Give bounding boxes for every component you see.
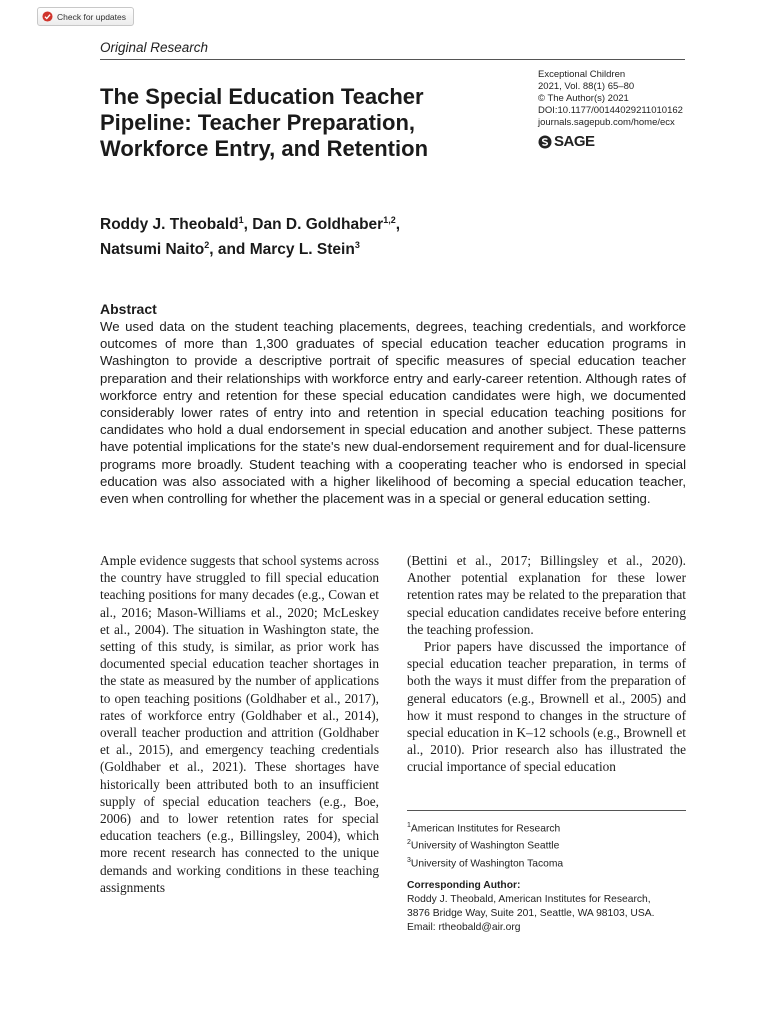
- author-separator: ,: [395, 216, 401, 234]
- author-name[interactable]: Natsumi Naito: [100, 241, 205, 259]
- doi: DOI:10.1177/00144029211010162: [538, 105, 683, 116]
- author-separator: ,: [243, 216, 253, 234]
- sage-s-icon: [538, 135, 552, 149]
- body-paragraph: Prior papers have discussed the importance of special education teacher preparation, in terms of both the ways it must differ from the preparation of general educators (e.g., Brownell et al., 2005) and how it must respond to changes in the structure of special education in K–12 schools (e.g., Brownell et al., 2010). Prior research also has illustrated the crucial importance of special education: [407, 639, 686, 775]
- check-for-updates-button[interactable]: [37, 7, 134, 26]
- body-column-left: [100, 552, 379, 896]
- footnote-rule: [407, 810, 686, 811]
- author-name[interactable]: Roddy J. Theobald: [100, 216, 239, 234]
- author-affiliation-marker: 1: [238, 215, 244, 225]
- affiliation-text: American Institutes for Research: [410, 823, 561, 835]
- section-label: Original Research: [100, 40, 209, 55]
- article-title: The Special Education Teacher Pipeline: Teacher Preparation, Workforce Entry, and Retention: [100, 84, 429, 161]
- affiliation-text: University of Washington Seattle: [410, 840, 560, 852]
- author-list: [100, 210, 500, 260]
- author-name[interactable]: Marcy L. Stein: [249, 241, 355, 259]
- check-for-updates-label: Check for updates: [57, 11, 126, 22]
- journal-info: [538, 69, 683, 129]
- footnotes: [407, 819, 692, 935]
- body-column-right: [407, 552, 686, 776]
- abstract-heading: Abstract: [100, 301, 157, 317]
- affiliation-item: [407, 854, 692, 871]
- affiliation-item: [407, 819, 692, 836]
- check-updates-icon: [42, 11, 53, 22]
- corresponding-author-line[interactable]: Email: rtheobald@air.org: [407, 922, 521, 934]
- body-paragraph: (Bettini et al., 2017; Billingsley et al., 2020). Another potential explanation for these lower retention rates may be related to the preparation that special education candidates receive before entering the teaching profession.: [407, 553, 686, 637]
- affiliation-number: 2: [407, 839, 411, 847]
- journal-name: Exceptional Children: [538, 69, 626, 80]
- corresponding-author-heading: Corresponding Author:: [407, 880, 521, 892]
- affiliation-text: University of Washington Tacoma: [410, 858, 564, 870]
- header-rule: [100, 59, 685, 60]
- sage-logo: [538, 133, 595, 150]
- author-affiliation-marker: 3: [354, 240, 360, 251]
- corresponding-author-details: [407, 893, 692, 935]
- author-affiliation-marker: 1,2: [383, 215, 396, 225]
- journal-url[interactable]: journals.sagepub.com/home/ecx: [538, 117, 675, 128]
- body-paragraph: Ample evidence suggests that school systems across the country have struggled to fill special education teaching positions for many decades (e.g., Cowan et al., 2016; Mason-Williams et al., 2020; McLeskey et al., 2004). The situation in Washington state, the setting of this study, is similar, as prior work has documented special education teacher shortages in the state as measured by the number of applications to open teaching positions (Goldhaber et al., 2017), rates of workforce entry (Goldhaber et al., 2014), overall teacher production and attrition (Goldhaber et al., 2015), and emergency teaching credentials (Goldhaber et al., 2021). These shortages have historically been attributed both to an insufficient supply of special education teachers (e.g., Boe, 2006) and to lower retention rates for special education teachers (e.g., Billingsley, 2004), which more recent research has connected to the unique demands and working conditions in these teaching assignments: [100, 553, 379, 895]
- affiliation-list: [407, 819, 692, 871]
- abstract-text: We used data on the student teaching placements, degrees, teaching credentials, and workforce outcomes of more than 1,300 graduates of special education teacher education programs in Washington to provide a descriptive portrait of specific measures of special education teacher preparation and their relationships with workforce entry and early-career retention. Although rates of workforce entry and retention for these special education candidates were high, we documented considerably lower rates of entry into and retention in special education teaching positions for candidates who hold a dual endorsement in special education and another subject. These patterns have potential implications for the state's new dual-endorsement requirement and for dual-licensure programs more broadly. Student teaching with a cooperating teacher who is endorsed in special education was also associated with a higher likelihood of becoming a special education teacher, even when controlling for whether the placement was in a special or general education setting.: [100, 319, 686, 507]
- journal-volume: 2021, Vol. 88(1) 65–80: [538, 81, 635, 92]
- sage-wordmark: SAGE: [554, 133, 595, 150]
- corresponding-author-line: Roddy J. Theobald, American Institutes for Research,: [407, 894, 651, 906]
- affiliation-item: [407, 836, 692, 853]
- copyright: © The Author(s) 2021: [538, 93, 629, 104]
- affiliation-number: 3: [407, 856, 411, 864]
- affiliation-number: 1: [407, 822, 411, 829]
- author-separator: , and: [209, 241, 250, 259]
- author-affiliation-marker: 2: [204, 240, 210, 251]
- author-name[interactable]: Dan D. Goldhaber: [252, 216, 384, 234]
- corresponding-author-line: 3876 Bridge Way, Suite 201, Seattle, WA 98103, USA.: [407, 908, 655, 920]
